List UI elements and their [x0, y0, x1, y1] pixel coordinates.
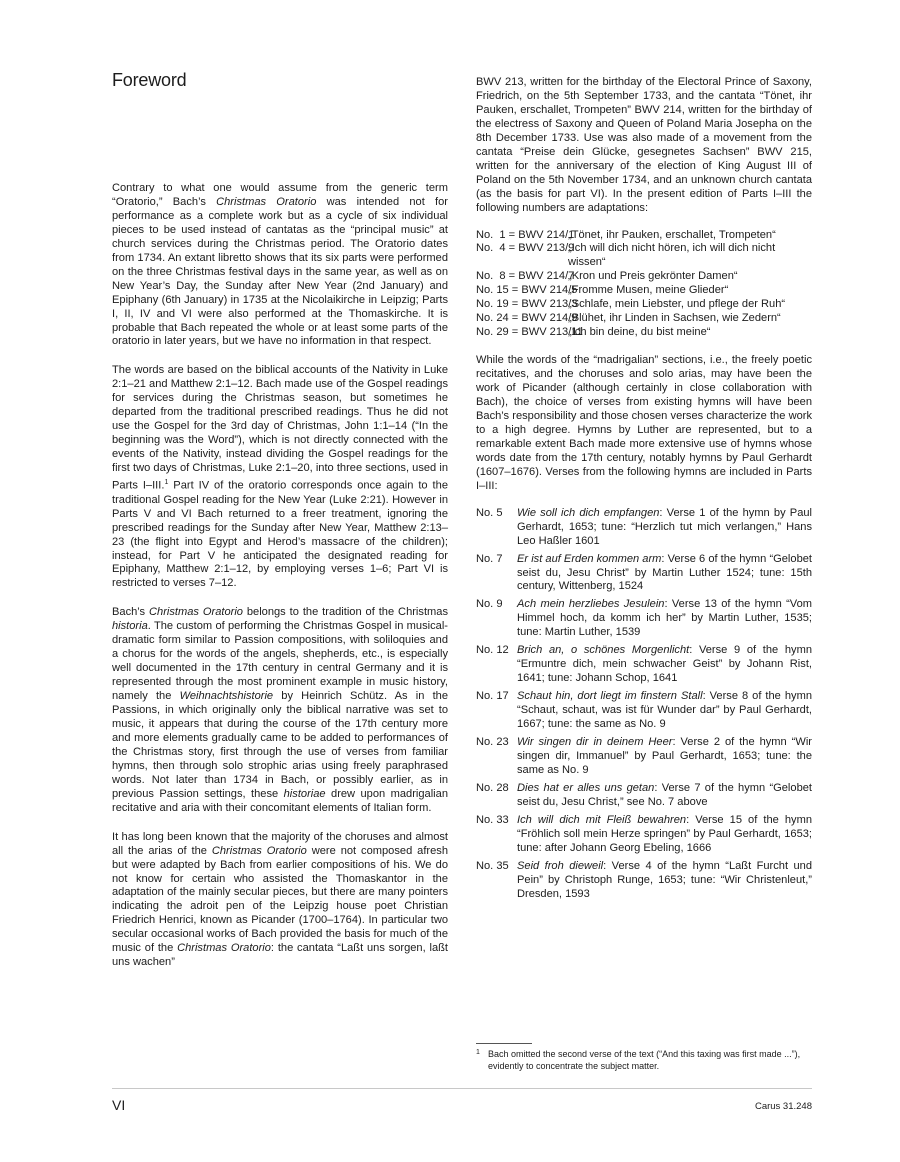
adaptation-title: „Blühet, ihr Linden in Sachsen, wie Zedern“: [568, 312, 781, 325]
hymn-title: Schaut hin, dort liegt im finstern Stall: [517, 690, 703, 703]
hymn-description: : Verse 4 of the hymn “Laßt Furcht und Pein” by Christoph Runge, 1653; tune: “Wir Christenleut,” Dresden, 1593: [517, 859, 812, 900]
hymn-list: [476, 507, 812, 902]
hymn-number: No. 7: [476, 552, 503, 565]
hymn-number: No. 17: [476, 690, 509, 703]
adaptation-item: [476, 326, 812, 340]
hymn-description: : Verse 2 of the hymn “Wir singen dir, Immanuel” by Paul Gerhardt, 1653; tune: the same as No. 9: [517, 735, 812, 776]
italic-title: Christmas Oratorio: [149, 606, 243, 619]
hymn-number: No. 12: [476, 644, 509, 657]
adaptation-title: „Schlafe, mein Liebster, und pflege der Ruh“: [568, 298, 786, 311]
hymn-description: : Verse 7 of the hymn “Gelobet seist du, Jesu Christ,” see No. 7 above: [517, 781, 812, 808]
right-column: [476, 76, 812, 905]
adaptation-title: „Tönet, ihr Pauken, erschallet, Trompeten“: [568, 228, 776, 241]
text-run: It has long been known that the majority of the choruses and almost all the arias of the: [112, 830, 448, 857]
paragraph: [112, 831, 448, 971]
hymn-description: : Verse 9 of the hymn “Ermuntre dich, mein schwacher Geist” by Johann Rist, 1641; tune: Johann Schop, 1641: [517, 644, 812, 685]
adaptation-number: No. 24 = BWV 214/9: [476, 312, 578, 325]
adaptation-title: „Kron und Preis gekrönter Damen“: [568, 270, 738, 283]
hymn-item: [476, 553, 812, 595]
footnote-rule: [476, 1043, 532, 1044]
hymn-description: : Verse 13 of the hymn “Vom Himmel hoch, da komm ich her” by Martin Luther, 1535; tune: Martin Luther, 1539: [517, 598, 812, 639]
hymn-item: [476, 598, 812, 640]
hymn-number: No. 9: [476, 598, 503, 611]
footnote-reference: 1: [164, 479, 169, 487]
hymn-item: [476, 782, 812, 810]
text-run: Contrary to what one would assume from the generic term “Oratorio,” Bach’s: [112, 182, 448, 208]
hymn-description: : Verse 15 of the hymn “Fröhlich soll mein Herze springen” by Paul Gerhardt, 1653; tune: after Johann Georg Ebeling, 1666: [517, 813, 812, 854]
hymn-title: Brich an, o schönes Morgenlicht: [517, 644, 690, 657]
adaptation-item: [476, 270, 812, 284]
adaptation-item: [476, 284, 812, 298]
text-run: . The custom of performing the Christmas Gospel in musical-dramatic form similar to Passion compositions, with soliloquies and a chorus for the words of the angels, shepherds, etc., is especially well documented in the 17th century in central Germany and it is represented through the most prominent example in music history, namely the: [112, 620, 448, 703]
adaptation-title: „Fromme Musen, meine Glieder“: [568, 284, 729, 297]
text-run: were not composed afresh but were adapted by Bach from earlier compositions of his. We do not know for certain who assisted the Thomaskantor in the adaptation of the mainly secular pieces, but there are many pointers indicating the adroit pen of the Leipzig house poet Christian Friedrich Henrici, known as Picander (1700–1764). In particular two secular occasional works of Bach provided the basis for much of the music of the: [112, 844, 448, 955]
adaptation-number: No. 1 = BWV 214/1: [476, 228, 575, 241]
paragraph: [112, 606, 448, 815]
hymn-item: [476, 860, 812, 902]
text-run: The words are based on the biblical accounts of the Nativity in Luke 2:1–21 and Matthew 2:1–12. Bach made use of the Gospel readings for services during the Christmas season, but sometimes he departed from the traditional prescribed readings. Thus he did not use the Gospel for the 3rd day of Christmas, John 1:1–14 (“In the beginning was the Word”), which is not directly connected with the events of the Nativity, instead dividing the Gospel readings for the first two days of Christmas, Luke 2:1–20, into three sections, used in Parts I–III.: [112, 364, 448, 492]
adaptation-item: [476, 242, 812, 270]
adaptation-number: No. 8 = BWV 214/7: [476, 270, 575, 283]
hymn-title: Ich will dich mit Fleiß bewahren: [517, 813, 687, 826]
catalog-number: Carus 31.248: [754, 1101, 812, 1112]
italic-title: Christmas Oratorio: [177, 942, 271, 955]
italic-title: Christmas Oratorio: [211, 844, 307, 857]
hymn-item: [476, 507, 812, 549]
hymn-item: [476, 814, 812, 856]
paragraph: While the words of the “madrigalian” sections, i.e., the freely poetic recitatives, and the choruses and solo arias, may have been the work of Picander (although certainly in close collaboration with Bach), the choice of verses from existing hymns will have been Bach’s responsibility and those chosen verses characterize the work to a high degree. Hymns by Luther are represented, but to a remarkable extent Bach made more extensive use of hymns whose words date from the 17th century, notably hymns by Paul Gerhardt (1607–1676). Verses from the following hymns are included in Parts I–III:: [476, 354, 812, 492]
page-number: VI: [112, 1097, 126, 1113]
italic-title: Weihnachtshistorie: [179, 690, 274, 703]
adaptation-number: No. 15 = BWV 214/5: [476, 284, 578, 297]
page-footer-rule: [112, 1088, 812, 1089]
page-title: Foreword: [112, 70, 187, 90]
text-run: was intended not for performance as a complete work but as a cycle of six individual pieces to be used instead of cantatas as the “principal music” at church services during the Christmas period. The Oratorio dates from 1734. An extant libretto shows that its six parts were performed on the three Christmas festival days in the same year, as well as on New Year’s Day, the Sunday after New Year (2nd January) and Epiphany (6th January) in 1735 at the Nicolaikirche in Leipzig; Parts I, II, IV and VI were also performed at the Thomaskirche. It is probable that Bach repeated the whole or at least some parts of the oratorio in later years, but we have no information in that respect.: [112, 195, 448, 348]
hymn-description: : Verse 6 of the hymn “Gelobet seist du, Jesu Christ” by Martin Luther 1524; tune: 15th century, Wittenberg, 1524: [517, 552, 812, 593]
hymn-number: No. 35: [476, 859, 509, 872]
paragraph: [112, 182, 448, 349]
hymn-title: Wie soll ich dich empfangen: [517, 506, 660, 519]
hymn-description: : Verse 1 of the hymn by Paul Gerhardt, 1653; tune: “Herzlich tut mich verlangen,” Hans Leo Haßler 1601: [517, 506, 813, 547]
adaptation-item: [476, 298, 812, 312]
adaptation-number: No. 19 = BWV 213/3: [476, 298, 578, 311]
adaptation-number: No. 4 = BWV 213/9: [476, 242, 575, 255]
hymn-number: No. 33: [476, 813, 509, 826]
adaptation-title: „Ich will dich nicht hören, ich will dich nicht wissen“: [568, 242, 776, 269]
hymn-title: Wir singen dir in deinem Heer: [517, 735, 673, 748]
hymn-title: Dies hat er alles uns getan: [517, 781, 655, 794]
hymn-title: Seid froh dieweil: [517, 859, 604, 872]
adaptation-item: [476, 312, 812, 326]
text-run: by Heinrich Schütz. As in the Passions, in which originally only the biblical narrative was set to music, it appears that during the course of the 17th century more and more elements gradually came to be added to performances of the Christmas story, first through the use of verses from familiar hymns, then through solo strophic arias using freely paraphrased words. Not later than 1734 in Bach, or possibly earlier, as in previous Passion settings, these: [112, 690, 448, 800]
hymn-number: No. 28: [476, 781, 509, 794]
italic-title: historiae: [283, 787, 326, 800]
hymn-item: [476, 736, 812, 778]
paragraph: [112, 364, 448, 591]
hymn-number: No. 5: [476, 506, 503, 519]
text-run: : the cantata “Laßt uns sorgen, laßt uns wachen”: [112, 942, 448, 969]
hymn-number: No. 23: [476, 735, 509, 748]
adaptation-list: [476, 229, 812, 341]
paragraph: BWV 213, written for the birthday of the Electoral Prince of Saxony, Friedrich, on the 5th September 1733, and the cantata “Tönet, ihr Pauken, erschallet, Trompeten” BWV 214, written for the birthday of the electress of Saxony and Queen of Poland Maria Josepha on the 8th December 1733. Use was also made of a movement from the cantata “Preise dein Glücke, gesegnetes Sachsen” BWV 215, written for the anniversary of the election of King August III of Poland on the 5th November 1734, and an unknown church cantata (as the basis for part VI). In the present edition of Parts I–III the following numbers are adaptations:: [476, 76, 812, 214]
footnote-text: Bach omitted the second verse of the text (“And this taxing was first made ...”), evidently to concentrate the subject matter.: [488, 1049, 801, 1071]
left-column: [112, 182, 448, 985]
hymn-item: [476, 690, 812, 732]
text-run: drew upon madrigalian recitative and aria with their concomitant elements of Italian form.: [112, 787, 448, 814]
footnote-mark: 1: [476, 1049, 480, 1056]
italic-title: historia: [112, 620, 148, 633]
adaptation-item: [476, 229, 812, 243]
adaptation-title: „Ich bin deine, du bist meine“: [568, 326, 711, 339]
hymn-description: : Verse 8 of the hymn “Schaut, schaut, was ist für Wunder dar” by Paul Gerhardt, 1667; tune: the same as No. 9: [517, 690, 812, 731]
hymn-item: [476, 644, 812, 686]
italic-title: Christmas Oratorio: [216, 195, 317, 208]
text-run: Part IV of the oratorio corresponds once again to the traditional Gospel reading for the New Year (Luke 2:21). However in Parts V and VI Bach returned to a freer treatment, ignoring the prescribed readings for the Sunday after New Year, Matthew 2:13–23 (the flight into Egypt and Herod’s massacre of the children); instead, for Part V he anticipated the designated reading for Epiphany, Matthew 2:1–12, by employing verses 1–6; Part VI is restricted to verses 7–12.: [112, 479, 448, 590]
footnote: [476, 1048, 812, 1072]
text-run: Bach’s: [112, 606, 150, 619]
hymn-title: Er ist auf Erden kommen arm: [517, 552, 662, 565]
hymn-title: Ach mein herzliebes Jesulein: [517, 598, 665, 611]
text-run: belongs to the tradition of the Christmas: [242, 606, 448, 619]
adaptation-number: No. 29 = BWV 213/11: [476, 326, 583, 339]
